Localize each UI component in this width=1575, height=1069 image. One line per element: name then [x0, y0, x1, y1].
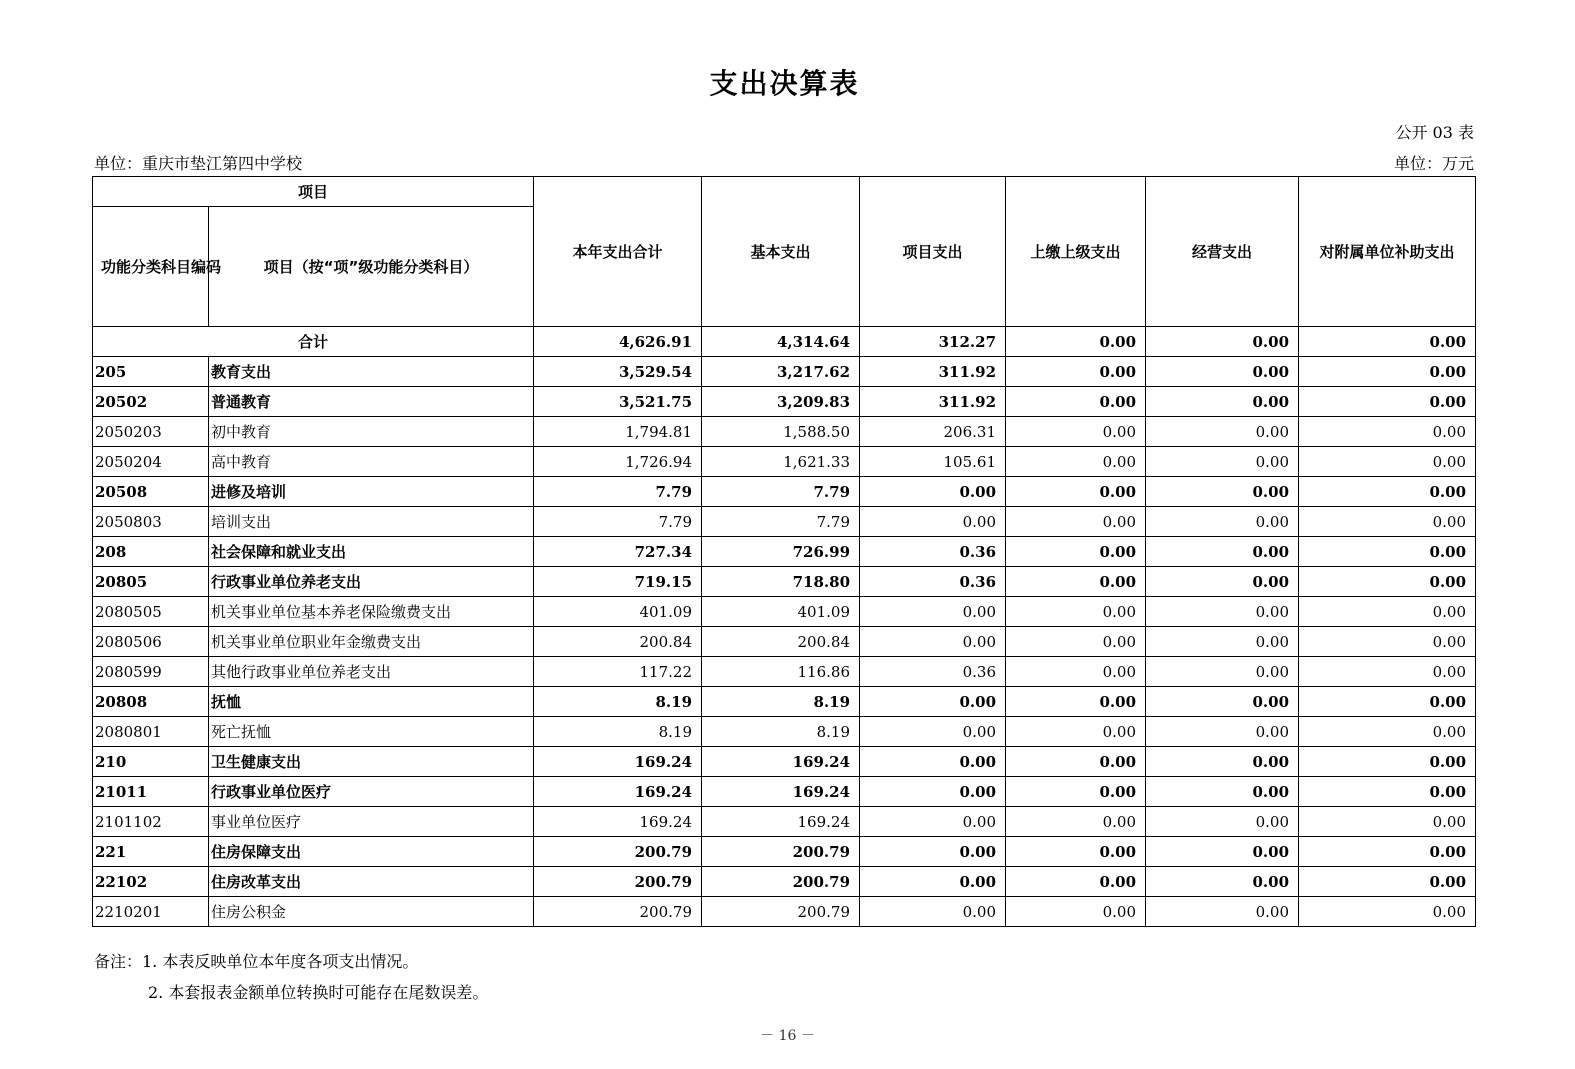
- row-value: 1,726.94: [534, 447, 702, 477]
- row-value: 0.00: [1146, 837, 1299, 867]
- row-value: 0.00: [1146, 507, 1299, 537]
- row-value: 0.00: [1299, 537, 1476, 567]
- row-value: 0.00: [1146, 897, 1299, 927]
- row-value: 0.00: [1006, 837, 1146, 867]
- table-row: [93, 507, 1476, 537]
- row-value: 0.00: [1006, 747, 1146, 777]
- total-row: [93, 327, 1476, 357]
- row-value: 0.00: [1146, 597, 1299, 627]
- header-upper: 上缴上级支出: [1006, 177, 1146, 327]
- row-value: 169.24: [702, 807, 860, 837]
- row-value: 7.79: [702, 477, 860, 507]
- row-value: 0.00: [1006, 807, 1146, 837]
- row-value: 0.00: [1006, 447, 1146, 477]
- row-value: 200.79: [702, 867, 860, 897]
- row-value: 0.36: [860, 537, 1006, 567]
- row-value: 0.00: [860, 897, 1006, 927]
- table-row: [93, 687, 1476, 717]
- row-name: 住房改革支出: [209, 867, 534, 897]
- note-1: 备注：1. 本表反映单位本年度各项支出情况。: [94, 952, 419, 971]
- row-value: 0.00: [1299, 657, 1476, 687]
- row-name: 机关事业单位基本养老保险缴费支出: [209, 597, 534, 627]
- row-value: 0.00: [1006, 777, 1146, 807]
- header-item: 项目: [93, 177, 534, 207]
- row-value: 3,529.54: [534, 357, 702, 387]
- row-value: 0.00: [1146, 567, 1299, 597]
- header-project: 项目支出: [860, 177, 1006, 327]
- row-value: 169.24: [702, 747, 860, 777]
- row-value: 726.99: [702, 537, 860, 567]
- row-value: 0.00: [1006, 717, 1146, 747]
- row-code: 22102: [93, 867, 209, 897]
- row-code: 221: [93, 837, 209, 867]
- row-value: 0.00: [1299, 897, 1476, 927]
- table-row: [93, 657, 1476, 687]
- row-value: 0.00: [1299, 687, 1476, 717]
- row-value: 0.00: [1146, 867, 1299, 897]
- row-value: 0.00: [1006, 597, 1146, 627]
- row-value: 3,209.83: [702, 387, 860, 417]
- row-value: 0.00: [1006, 357, 1146, 387]
- row-value: 0.00: [1299, 357, 1476, 387]
- table-row: [93, 447, 1476, 477]
- table-row: [93, 807, 1476, 837]
- table-row: [93, 357, 1476, 387]
- header-basic: 基本支出: [702, 177, 860, 327]
- row-value: 169.24: [534, 747, 702, 777]
- row-value: 8.19: [702, 687, 860, 717]
- row-value: 0.00: [1006, 897, 1146, 927]
- row-value: 0.00: [1299, 867, 1476, 897]
- row-value: 0.00: [1299, 507, 1476, 537]
- row-value: 0.00: [1299, 747, 1476, 777]
- row-name: 行政事业单位养老支出: [209, 567, 534, 597]
- row-value: 0.00: [860, 777, 1006, 807]
- total-value: 4,626.91: [534, 327, 702, 357]
- row-value: 719.15: [534, 567, 702, 597]
- row-name: 住房保障支出: [209, 837, 534, 867]
- row-value: 0.00: [1299, 567, 1476, 597]
- row-code: 2080506: [93, 627, 209, 657]
- row-value: 0.00: [1146, 777, 1299, 807]
- reporting-unit: 单位：重庆市垫江第四中学校: [94, 154, 303, 173]
- row-name: 死亡抚恤: [209, 717, 534, 747]
- row-value: 0.00: [860, 837, 1006, 867]
- row-code: 2080599: [93, 657, 209, 687]
- row-value: 0.00: [860, 507, 1006, 537]
- row-value: 206.31: [860, 417, 1006, 447]
- total-value: 0.00: [1146, 327, 1299, 357]
- row-name: 行政事业单位医疗: [209, 777, 534, 807]
- row-code: 2050204: [93, 447, 209, 477]
- row-value: 200.79: [534, 837, 702, 867]
- header-business: 经营支出: [1146, 177, 1299, 327]
- row-code: 2101102: [93, 807, 209, 837]
- row-name: 普通教育: [209, 387, 534, 417]
- row-value: 7.79: [534, 507, 702, 537]
- row-value: 0.00: [1299, 777, 1476, 807]
- row-value: 169.24: [534, 777, 702, 807]
- table-row: [93, 537, 1476, 567]
- row-code: 2080505: [93, 597, 209, 627]
- row-value: 0.00: [1006, 567, 1146, 597]
- row-code: 20808: [93, 687, 209, 717]
- row-value: 0.00: [1146, 417, 1299, 447]
- row-value: 0.00: [1299, 627, 1476, 657]
- row-value: 200.84: [534, 627, 702, 657]
- row-value: 8.19: [702, 717, 860, 747]
- row-code: 2050203: [93, 417, 209, 447]
- row-code: 21011: [93, 777, 209, 807]
- row-value: 0.00: [1146, 807, 1299, 837]
- row-value: 0.00: [1146, 687, 1299, 717]
- row-value: 0.00: [1146, 357, 1299, 387]
- row-value: 0.00: [1006, 657, 1146, 687]
- row-value: 200.79: [534, 897, 702, 927]
- row-value: 0.00: [860, 687, 1006, 717]
- row-value: 0.00: [1299, 837, 1476, 867]
- row-value: 116.86: [702, 657, 860, 687]
- row-value: 401.09: [534, 597, 702, 627]
- row-name: 事业单位医疗: [209, 807, 534, 837]
- total-label: 合计: [93, 327, 534, 357]
- row-value: 0.00: [860, 717, 1006, 747]
- row-value: 727.34: [534, 537, 702, 567]
- row-value: 0.00: [1299, 717, 1476, 747]
- table-row: [93, 897, 1476, 927]
- row-code: 2080801: [93, 717, 209, 747]
- header-subsidy: 对附属单位补助支出: [1299, 177, 1476, 327]
- row-value: 1,588.50: [702, 417, 860, 447]
- row-value: 0.00: [1146, 747, 1299, 777]
- row-value: 169.24: [702, 777, 860, 807]
- expenditure-table: [92, 176, 1476, 927]
- row-value: 0.00: [1006, 867, 1146, 897]
- table-row: [93, 417, 1476, 447]
- row-value: 0.00: [860, 807, 1006, 837]
- table-row: [93, 747, 1476, 777]
- row-value: 3,521.75: [534, 387, 702, 417]
- row-value: 8.19: [534, 717, 702, 747]
- row-value: 0.00: [1299, 417, 1476, 447]
- row-name: 住房公积金: [209, 897, 534, 927]
- row-code: 20805: [93, 567, 209, 597]
- table-row: [93, 717, 1476, 747]
- page-number: － 16 －: [760, 1028, 815, 1044]
- row-value: 0.00: [1299, 807, 1476, 837]
- row-value: 0.00: [860, 627, 1006, 657]
- table-row: [93, 777, 1476, 807]
- row-name: 培训支出: [209, 507, 534, 537]
- table-row: [93, 567, 1476, 597]
- row-name: 初中教育: [209, 417, 534, 447]
- note-2: 2. 本套报表金额单位转换时可能存在尾数误差。: [148, 983, 489, 1002]
- row-name: 卫生健康支出: [209, 747, 534, 777]
- row-value: 7.79: [702, 507, 860, 537]
- row-name: 社会保障和就业支出: [209, 537, 534, 567]
- row-value: 200.79: [702, 897, 860, 927]
- row-value: 0.00: [1299, 477, 1476, 507]
- row-value: 1,621.33: [702, 447, 860, 477]
- row-value: 0.00: [1006, 387, 1146, 417]
- row-value: 0.00: [1146, 717, 1299, 747]
- table-row: [93, 837, 1476, 867]
- row-code: 205: [93, 357, 209, 387]
- row-name: 其他行政事业单位养老支出: [209, 657, 534, 687]
- row-value: 0.36: [860, 567, 1006, 597]
- row-value: 200.84: [702, 627, 860, 657]
- table-row: [93, 867, 1476, 897]
- row-value: 7.79: [534, 477, 702, 507]
- row-value: 169.24: [534, 807, 702, 837]
- row-value: 0.36: [860, 657, 1006, 687]
- row-value: 0.00: [1146, 387, 1299, 417]
- row-value: 0.00: [860, 477, 1006, 507]
- row-code: 210: [93, 747, 209, 777]
- row-value: 0.00: [1146, 447, 1299, 477]
- row-value: 0.00: [1006, 477, 1146, 507]
- page-title: 支出决算表: [709, 67, 860, 100]
- row-value: 0.00: [860, 867, 1006, 897]
- row-value: 8.19: [534, 687, 702, 717]
- row-name: 进修及培训: [209, 477, 534, 507]
- row-value: 401.09: [702, 597, 860, 627]
- row-value: 0.00: [860, 597, 1006, 627]
- row-name: 抚恤: [209, 687, 534, 717]
- currency-unit: 单位：万元: [1393, 154, 1474, 173]
- row-code: 20508: [93, 477, 209, 507]
- row-value: 0.00: [1006, 537, 1146, 567]
- row-name: 机关事业单位职业年金缴费支出: [209, 627, 534, 657]
- table-row: [93, 597, 1476, 627]
- row-name: 教育支出: [209, 357, 534, 387]
- total-value: 4,314.64: [702, 327, 860, 357]
- row-code: 2210201: [93, 897, 209, 927]
- row-value: 0.00: [1146, 627, 1299, 657]
- total-value: 312.27: [860, 327, 1006, 357]
- row-value: 0.00: [1299, 387, 1476, 417]
- row-value: 0.00: [1006, 507, 1146, 537]
- table-row: [93, 387, 1476, 417]
- header-code: 功能分类科目编码: [93, 207, 209, 327]
- row-value: 1,794.81: [534, 417, 702, 447]
- row-value: 0.00: [1299, 447, 1476, 477]
- row-value: 0.00: [1146, 477, 1299, 507]
- row-value: 117.22: [534, 657, 702, 687]
- row-code: 2050803: [93, 507, 209, 537]
- form-number: 公开 03 表: [1395, 123, 1474, 142]
- row-code: 20502: [93, 387, 209, 417]
- table-row: [93, 477, 1476, 507]
- row-value: 311.92: [860, 357, 1006, 387]
- row-value: 200.79: [702, 837, 860, 867]
- row-value: 0.00: [1006, 417, 1146, 447]
- row-value: 718.80: [702, 567, 860, 597]
- table-row: [93, 627, 1476, 657]
- row-value: 0.00: [1146, 537, 1299, 567]
- row-code: 208: [93, 537, 209, 567]
- row-value: 0.00: [1299, 597, 1476, 627]
- row-value: 0.00: [1006, 627, 1146, 657]
- row-value: 311.92: [860, 387, 1006, 417]
- row-name: 高中教育: [209, 447, 534, 477]
- row-value: 0.00: [860, 747, 1006, 777]
- header-name: 项目（按“项”级功能分类科目）: [209, 207, 534, 327]
- row-value: 3,217.62: [702, 357, 860, 387]
- total-value: 0.00: [1006, 327, 1146, 357]
- row-value: 200.79: [534, 867, 702, 897]
- total-value: 0.00: [1299, 327, 1476, 357]
- header-total: 本年支出合计: [534, 177, 702, 327]
- row-value: 0.00: [1006, 687, 1146, 717]
- row-value: 105.61: [860, 447, 1006, 477]
- row-value: 0.00: [1146, 657, 1299, 687]
